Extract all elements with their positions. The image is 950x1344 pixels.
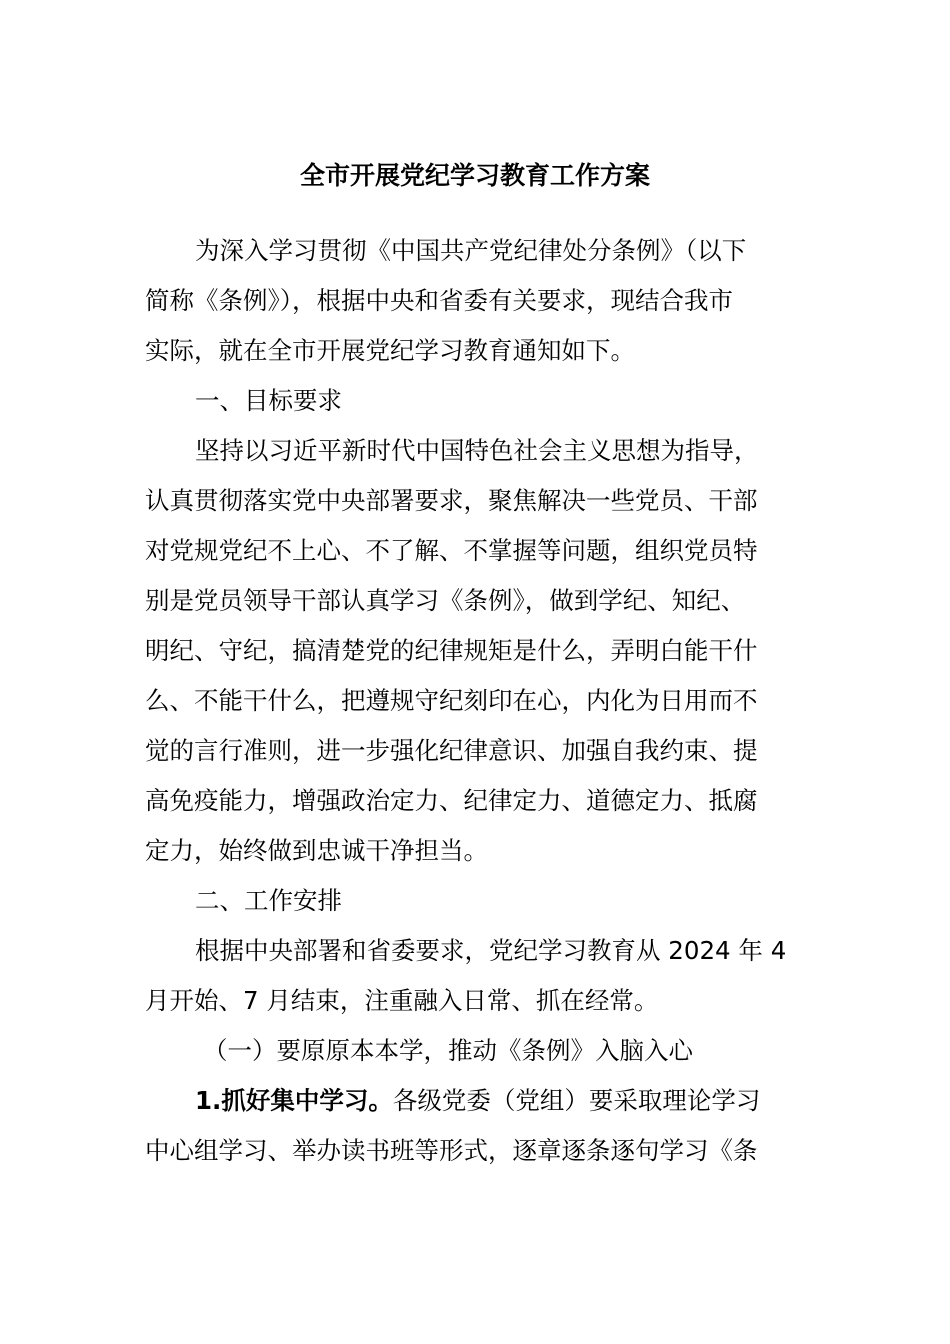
paragraph-line: 根据中央部署和省委要求，党纪学习教育从 2024 年 4 bbox=[195, 936, 787, 965]
paragraph-line: 明纪、守纪，搞清楚党的纪律规矩是什么，弄明白能干什 bbox=[145, 636, 758, 665]
paragraph-line: 高免疫能力，增强政治定力、纪律定力、道德定力、抵腐 bbox=[145, 786, 758, 815]
paragraph-line: 月开始、7 月结束，注重融入日常、抓在经常。 bbox=[145, 986, 659, 1015]
item-text: 各级党委（党组）要采取理论学习 bbox=[392, 1086, 761, 1115]
subsection-heading: （一）要原原本本学，推动《条例》入脑入心 bbox=[203, 1036, 693, 1065]
paragraph-line: 定力，始终做到忠诚干净担当。 bbox=[145, 836, 488, 865]
section-heading-arrangements: 二、工作安排 bbox=[195, 886, 342, 915]
paragraph-line bbox=[145, 1076, 805, 1126]
paragraph-line: 为深入学习贯彻《中国共产党纪律处分条例》（以下 bbox=[195, 236, 747, 265]
paragraph-line: 对党规党纪不上心、不了解、不掌握等问题，组织党员特 bbox=[145, 536, 758, 565]
paragraph-line: 实际，就在全市开展党纪学习教育通知如下。 bbox=[145, 336, 635, 365]
paragraph-line: 别是党员领导干部认真学习《条例》，做到学纪、知纪、 bbox=[145, 586, 746, 615]
paragraph-line: 坚持以习近平新时代中国特色社会主义思想为指导， bbox=[195, 436, 759, 465]
document-title: 全市开展党纪学习教育工作方案 bbox=[299, 161, 650, 190]
document-body bbox=[145, 226, 805, 1176]
paragraph-line: 简称《条例》），根据中央和省委有关要求，现结合我市 bbox=[145, 286, 733, 315]
paragraph-line: 中心组学习、举办读书班等形式，逐章逐条逐句学习《条 bbox=[145, 1136, 758, 1165]
paragraph-line: 觉的言行准则，进一步强化纪律意识、加强自我约束、提 bbox=[145, 736, 758, 765]
section-heading-goals: 一、目标要求 bbox=[195, 386, 342, 415]
paragraph-line: 么、不能干什么，把遵规守纪刻印在心，内化为日用而不 bbox=[145, 686, 758, 715]
paragraph-line: 认真贯彻落实党中央部署要求，聚焦解决一些党员、干部 bbox=[145, 486, 758, 515]
item-heading: 1.抓好集中学习。 bbox=[195, 1086, 393, 1115]
